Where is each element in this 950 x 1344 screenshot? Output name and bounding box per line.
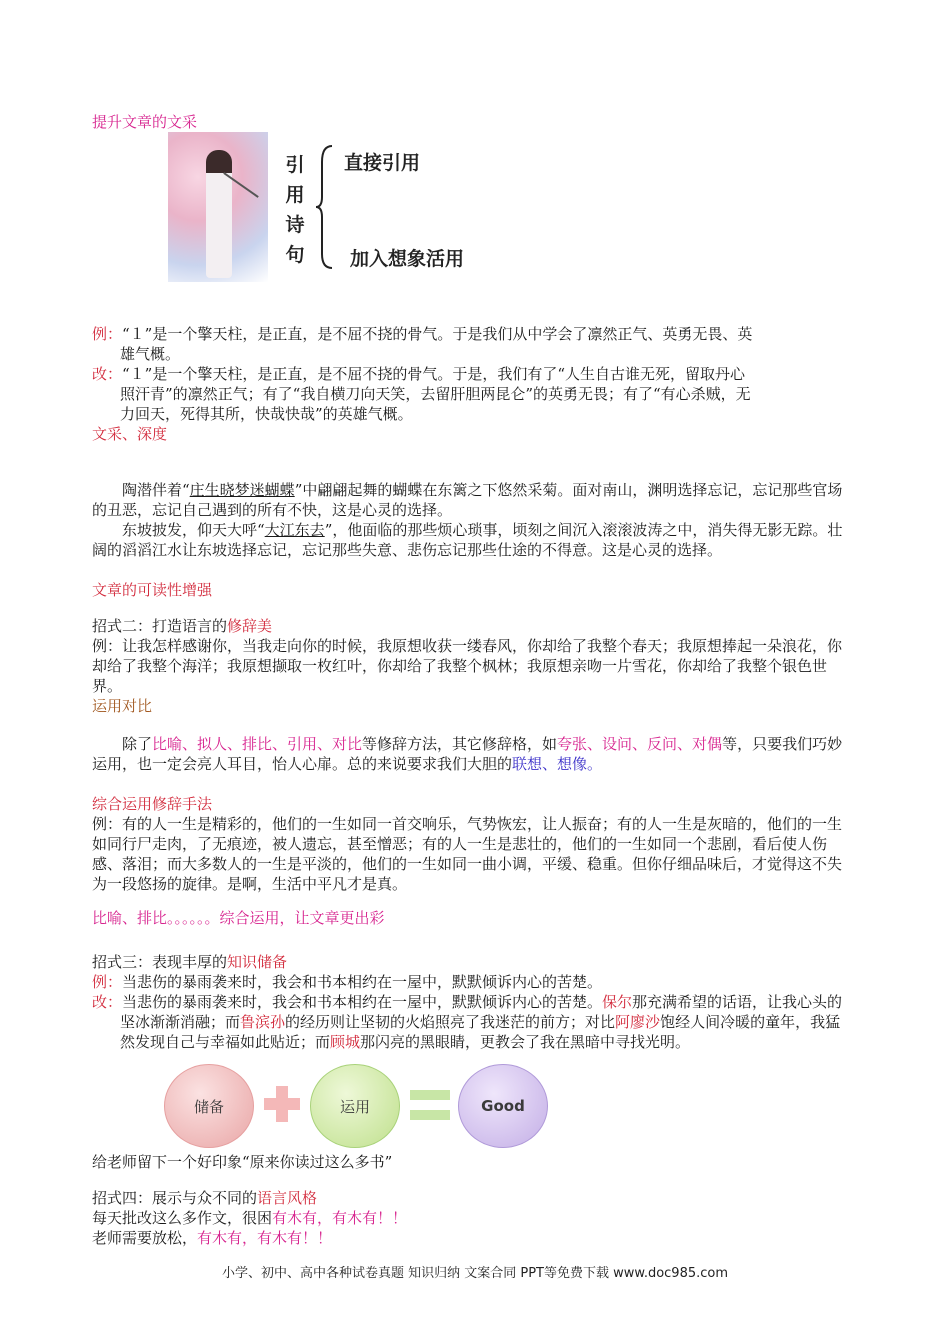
tip4-heading: 招式四：展示与众不同的语言风格	[92, 1189, 318, 1207]
label-contrast: 运用对比	[92, 697, 153, 715]
rhetoric-paragraph: 除了比喻、拟人、排比、引用、对比等修辞方法，其它修辞格，如夸张、设问、反问、对偶等，只要我们巧妙运用，也一定会亮人耳目，怡人心扉。总的来说要求我们大胆的联想、想像。	[92, 735, 843, 773]
woman-figure	[206, 150, 232, 278]
revision-line-cont: 照汗青”的凛然正气；有了“我自横刀向天笑，去留肝胆两昆仑”的英勇无畏；有了“有心杀贼，无	[120, 385, 751, 403]
paragraph-dongpo: 东坡披发，仰天大呼“大江东去”，他面临的那些烦心琐事，顷刻之间沉入滚滚波涛之中，消失得无影无踪。壮阔的滔滔江水让东坡选择忘记，忘记那些失意、悲伤忘记那些仕途的不得意。这是心灵的选择。	[92, 521, 843, 559]
vertical-char: 引	[285, 154, 305, 176]
equation-diagram	[160, 1064, 560, 1148]
revision-line-cont: 力回天，死得其所，快哉快哉”的英雄气概。	[120, 405, 413, 423]
revision-line: 改：“１”是一个擎天柱，是正直，是不屈不挠的骨气。于是，我们有了“人生自古谁无死，留取丹心	[92, 365, 746, 383]
impression-line: 给老师留下一个好印象“原来你读过这么多书”	[92, 1153, 393, 1171]
circle-good: Good	[458, 1064, 548, 1148]
plus-icon	[264, 1086, 300, 1122]
combo-summary: 比喻、排比。。。。。。综合运用，让文章更出彩	[92, 909, 385, 927]
page-footer: 小学、初中、高中各种试卷真题 知识归纳 文案合同 PPT等免费下载 www.doc985.com	[221, 1266, 729, 1281]
tip2-example: 例：让我怎样感谢你，当我走向你的时候，我原想收获一缕春风，你却给了我整个春天；我原想捧起一朵浪花，你却给了我整个海洋；我原想撷取一枚红叶，你却给了我整个枫林；我原想亲吻一片雪花，你却给了我整个银色世界。	[92, 637, 843, 695]
tip3-example: 例：当悲伤的暴雨袭来时，我会和书本相约在一屋中，默默倾诉内心的苦楚。	[92, 973, 603, 991]
equals-icon	[410, 1090, 450, 1120]
tip2-heading: 招式二：打造语言的修辞美	[92, 617, 273, 635]
tip3-revision-label: 改：	[92, 993, 123, 1011]
label-combo: 综合运用修辞手法	[92, 795, 213, 813]
tip4-line1: 每天批改这么多作文，很困有木有，有木有！！	[92, 1209, 408, 1227]
tip3-heading: 招式三：表现丰厚的知识储备	[92, 953, 288, 971]
quote-link: 大江东去	[264, 521, 325, 539]
quote-link: 庄生晓梦迷蝴蝶	[189, 481, 295, 499]
vertical-char: 句	[285, 244, 305, 266]
circle-apply: 运用	[310, 1064, 400, 1148]
paragraph-tao-qian: 陶潜伴着“庄生晓梦迷蝴蝶”中翩翩起舞的蝴蝶在东篱之下悠然采菊。面对南山，渊明选择忘记，忘记那些官场的丑恶，忘记自己遇到的所有不快，这是心灵的选择。	[92, 481, 843, 519]
option-imaginative-use: 加入想象活用	[350, 248, 465, 270]
example-line-cont: 雄气概。	[120, 345, 181, 363]
tip4-line2: 老师需要放松，有木有，有木有！！	[92, 1229, 333, 1247]
circle-reserve: 储备	[164, 1064, 254, 1148]
example-line: 例：“１”是一个擎天柱，是正直，是不屈不挠的骨气。于是我们从中学会了凛然正气、英勇无畏、英	[92, 325, 753, 343]
section-heading-literary: 提升文章的文采	[92, 113, 198, 131]
option-direct-quote: 直接引用	[344, 152, 421, 174]
vertical-label	[284, 150, 306, 270]
combo-example: 例：有的人一生是精彩的，他们的一生如同一首交响乐，气势恢宏，让人振奋；有的人一生是灰暗的，他们的一生如同行尸走肉，了无痕迹，被人遗忘，甚至憎恶；有的人一生是悲壮的，他们的一生如同一个悲剧，看后使人伤感、落泪；而大多数人的一生是平淡的，他们的一生如同一曲小调，平缓、稳重。但你仔细品味后，才觉得这不失为一段悠扬的旋律。是啊，生活中平凡才是真。	[92, 815, 843, 893]
vertical-char: 诗	[285, 214, 305, 236]
illustration-image	[168, 132, 268, 282]
vertical-char: 用	[285, 184, 305, 206]
tip3-revision: 当悲伤的暴雨袭来时，我会和书本相约在一屋中，默默倾诉内心的苦楚。保尔那充满希望的话语，让我心头的坚冰渐渐消融；而鲁滨孙的经历则让坚韧的火焰照亮了我迷茫的前方；对比阿廖沙饱经人间冷暖的童年，我猛然发现自己与幸福如此贴近；而顾城那闪亮的黑眼睛，更教会了我在黑暗中寻找光明。	[120, 993, 843, 1051]
label-depth: 文采、深度	[92, 425, 168, 443]
brace-icon	[314, 142, 334, 272]
quote-poetry-figure	[168, 132, 498, 282]
label-readability: 文章的可读性增强	[92, 581, 213, 599]
